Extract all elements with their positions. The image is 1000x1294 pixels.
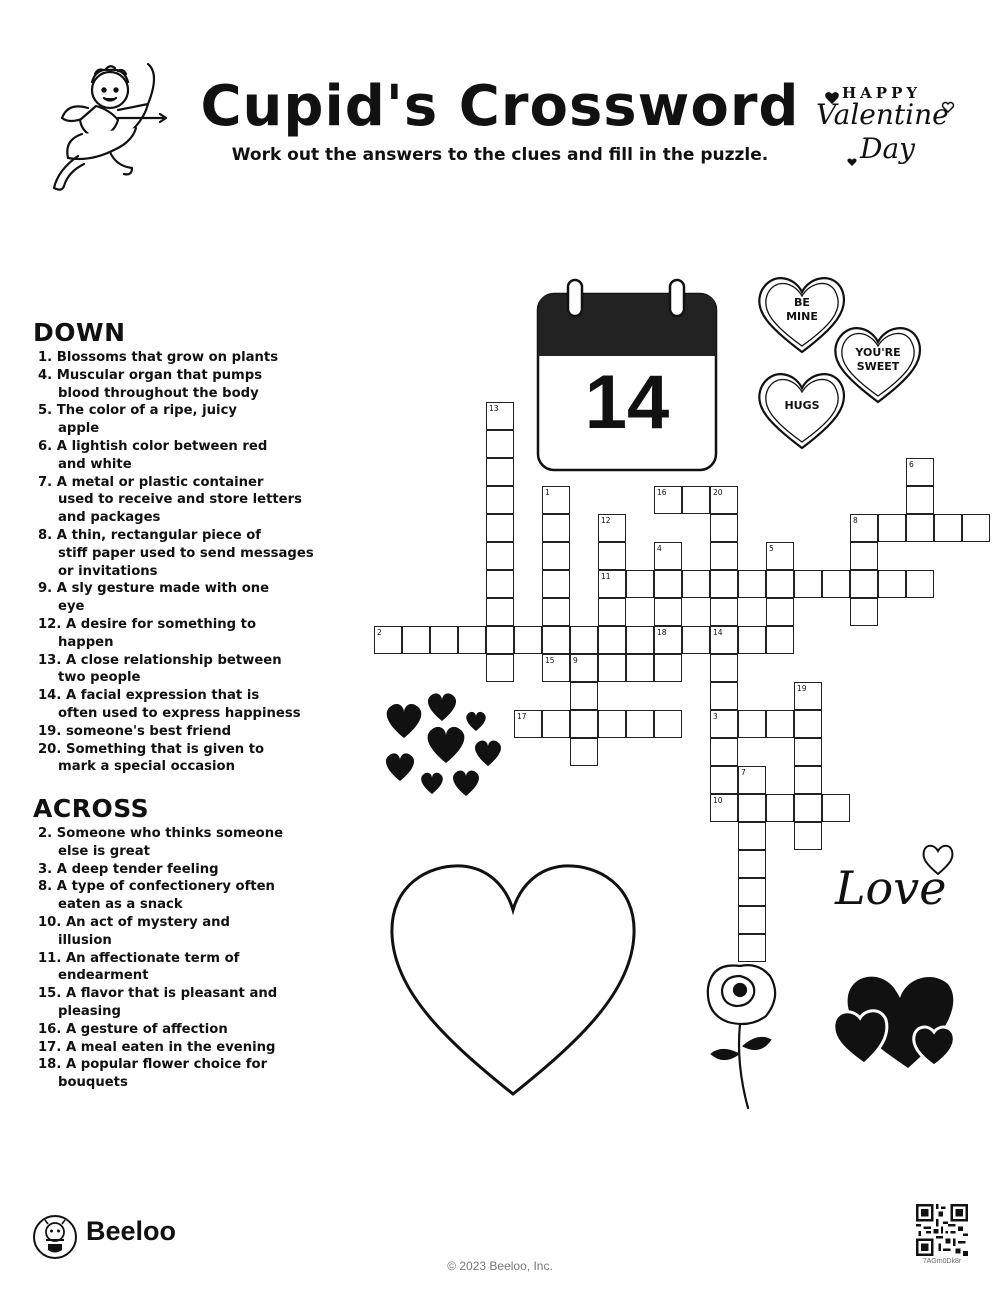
crossword-cell[interactable] [710, 794, 738, 822]
clue-number: 18 [657, 628, 667, 637]
crossword-cell[interactable] [570, 682, 598, 710]
clue-text: illusion [58, 932, 112, 948]
clue-number: 15 [545, 656, 555, 665]
clue-item [38, 1021, 338, 1039]
page-subtitle: Work out the answers to the clues and fill in the puzzle. [231, 145, 769, 165]
clue-text: blood throughout the body [58, 385, 259, 401]
crossword-cell[interactable] [794, 570, 822, 598]
crossword-cell[interactable] [374, 626, 402, 654]
crossword-cell[interactable] [710, 514, 738, 542]
clue-item [38, 616, 338, 652]
clue-item [38, 402, 338, 438]
crossword-cell[interactable] [486, 570, 514, 598]
clue-number: 14 [713, 628, 723, 637]
crossword-cell[interactable] [486, 626, 514, 654]
crossword-cell[interactable] [794, 766, 822, 794]
crossword-cell[interactable] [738, 710, 766, 738]
clue-text: 3. A deep tender feeling [38, 861, 219, 877]
crossword-cell[interactable] [654, 598, 682, 626]
badge-happy: HAPPY [842, 84, 922, 102]
crossword-cell[interactable] [486, 654, 514, 682]
crossword-cell[interactable] [794, 738, 822, 766]
crossword-cell[interactable] [850, 570, 878, 598]
clue-text: 10. An act of mystery and [38, 914, 230, 930]
brand-name: Beeloo [86, 1216, 177, 1246]
crossword-cell[interactable] [402, 626, 430, 654]
crossword-cell[interactable] [738, 626, 766, 654]
crossword-cell[interactable] [486, 458, 514, 486]
clue-item [38, 527, 338, 580]
clue-text: happen [58, 634, 114, 650]
crossword-cell[interactable] [766, 542, 794, 570]
crossword-cell[interactable] [542, 542, 570, 570]
crossword-cell[interactable] [570, 654, 598, 682]
clue-item [38, 723, 338, 741]
crossword-cell[interactable] [794, 682, 822, 710]
clue-item [38, 349, 338, 367]
crossword-cell[interactable] [794, 794, 822, 822]
clue-number: 16 [657, 488, 667, 497]
crossword-cell[interactable] [542, 570, 570, 598]
clue-text: 18. A popular flower choice for [38, 1057, 268, 1073]
crossword-cell[interactable] [458, 626, 486, 654]
double-heart-icon [830, 972, 960, 1072]
crossword-cell[interactable] [710, 710, 738, 738]
clue-text: often used to express happiness [58, 705, 301, 721]
crossword-cell[interactable] [570, 710, 598, 738]
crossword-cell[interactable] [654, 710, 682, 738]
page-title: Cupid's Crossword [200, 74, 800, 139]
crossword-cell[interactable] [486, 514, 514, 542]
crossword-cell[interactable] [962, 514, 990, 542]
crossword-cell[interactable] [766, 710, 794, 738]
clue-text: eaten as a snack [58, 897, 183, 913]
clue-item [38, 580, 338, 616]
clue-item [38, 1039, 338, 1057]
crossword-cell[interactable] [598, 626, 626, 654]
crossword-cell[interactable] [654, 654, 682, 682]
crossword-cell[interactable] [906, 458, 934, 486]
crossword-cell[interactable] [906, 486, 934, 514]
clue-number: 3 [713, 712, 718, 721]
clue-text: or invitations [58, 563, 158, 579]
clue-number: 1 [545, 488, 550, 497]
crossword-cell[interactable] [710, 486, 738, 514]
crossword-cell[interactable] [738, 906, 766, 934]
crossword-cell[interactable] [766, 794, 794, 822]
crossword-cell[interactable] [906, 570, 934, 598]
crossword-cell[interactable] [738, 850, 766, 878]
crossword-cell[interactable] [850, 514, 878, 542]
clue-item [38, 367, 338, 403]
down-clues [38, 349, 338, 776]
crossword-cell[interactable] [710, 570, 738, 598]
crossword-cell[interactable] [486, 402, 514, 430]
clue-item [38, 878, 338, 914]
clue-text: 15. A flavor that is pleasant and [38, 986, 278, 1002]
clue-item [38, 825, 338, 861]
across-clues [38, 825, 338, 1092]
clue-number: 13 [489, 404, 499, 413]
crossword-cell[interactable] [542, 626, 570, 654]
clue-text: used to receive and store letters [58, 492, 302, 508]
clue-text: pleasing [58, 1003, 122, 1019]
crossword-cell[interactable] [766, 626, 794, 654]
clue-number: 7 [741, 768, 746, 777]
crossword-cell[interactable] [654, 626, 682, 654]
clue-text: 14. A facial expression that is [38, 688, 260, 704]
clue-text: 9. A sly gesture made with one [38, 581, 270, 597]
crossword-cell[interactable] [654, 570, 682, 598]
clue-text: two people [58, 670, 141, 686]
clue-text: and white [58, 456, 132, 472]
clue-text: 12. A desire for something to [38, 616, 257, 632]
crossword-cell[interactable] [822, 794, 850, 822]
across-heading: ACROSS [33, 794, 150, 823]
crossword-cell[interactable] [738, 822, 766, 850]
clue-item [38, 1056, 338, 1092]
crossword-cell[interactable] [486, 430, 514, 458]
clue-number: 5 [769, 544, 774, 553]
clue-item [38, 985, 338, 1021]
cupid-icon [48, 60, 173, 200]
clue-item [38, 687, 338, 723]
crossword-cell[interactable] [598, 570, 626, 598]
crossword-cell[interactable] [794, 710, 822, 738]
crossword-cell[interactable] [598, 598, 626, 626]
clue-text: 6. A lightish color between red [38, 438, 268, 454]
clue-number: 17 [517, 712, 527, 721]
candy-heart-be-mine: BE MINE [786, 296, 818, 323]
clue-item [38, 741, 338, 777]
down-heading: DOWN [33, 318, 126, 347]
clue-number: 9 [573, 656, 578, 665]
crossword-cell[interactable] [766, 570, 794, 598]
crossword-cell[interactable] [878, 514, 906, 542]
clue-text: bouquets [58, 1075, 128, 1091]
crossword-cell[interactable] [626, 654, 654, 682]
clue-item [38, 861, 338, 879]
clue-text: 4. Muscular organ that pumps [38, 367, 263, 383]
heart-outline-icon [388, 862, 638, 1100]
crossword-cell[interactable] [486, 542, 514, 570]
crossword-cell[interactable] [710, 542, 738, 570]
crossword-cell[interactable] [766, 598, 794, 626]
badge-day: Day [860, 132, 915, 165]
clue-item [38, 652, 338, 688]
crossword-cell[interactable] [486, 486, 514, 514]
crossword-cell[interactable] [598, 710, 626, 738]
qr-code-icon [916, 1204, 968, 1256]
rose-icon [700, 958, 780, 1113]
crossword-cell[interactable] [710, 738, 738, 766]
hearts-cluster-icon [380, 688, 510, 808]
clue-text: 19. someone's best friend [38, 723, 232, 739]
badge-valentine: Valentine [816, 98, 949, 131]
clue-text: endearment [58, 968, 149, 984]
clue-text: else is great [58, 843, 150, 859]
crossword-cell[interactable] [738, 878, 766, 906]
crossword-cell[interactable] [626, 710, 654, 738]
clue-text: 11. An affectionate term of [38, 950, 240, 966]
candy-heart-youre-sweet: YOU'RE SWEET [855, 346, 901, 373]
clue-text: 13. A close relationship between [38, 652, 282, 668]
crossword-cell[interactable] [738, 570, 766, 598]
clue-text: eye [58, 599, 85, 615]
clue-text: 16. A gesture of affection [38, 1021, 228, 1037]
clue-number: 10 [713, 796, 723, 805]
crossword-cell[interactable] [542, 514, 570, 542]
clue-text: 7. A metal or plastic container [38, 474, 264, 490]
bee-logo-icon [32, 1214, 78, 1260]
clue-number: 19 [797, 684, 807, 693]
crossword-cell[interactable] [542, 486, 570, 514]
crossword-cell[interactable] [878, 570, 906, 598]
clue-number: 11 [601, 572, 611, 581]
crossword-cell[interactable] [514, 710, 542, 738]
crossword-cell[interactable] [794, 822, 822, 850]
crossword-cell[interactable] [598, 514, 626, 542]
clue-number: 6 [909, 460, 914, 469]
clue-text: 20. Something that is given to [38, 741, 265, 757]
clue-text: 8. A thin, rectangular piece of [38, 527, 262, 543]
crossword-cell[interactable] [430, 626, 458, 654]
crossword-cell[interactable] [738, 934, 766, 962]
clue-number: 12 [601, 516, 611, 525]
crossword-cell[interactable] [710, 598, 738, 626]
clue-number: 4 [657, 544, 662, 553]
candy-heart-hugs: HUGS [784, 399, 820, 412]
copyright-text: © 2023 Beeloo, Inc. [447, 1259, 553, 1273]
crossword-cell[interactable] [934, 514, 962, 542]
clue-text: 2. Someone who thinks someone [38, 826, 284, 841]
clue-item [38, 950, 338, 986]
clue-text: stiff paper used to send messages [58, 545, 314, 561]
qr-code-label: 7AGm0Dk8r [922, 1258, 962, 1265]
clue-text: 5. The color of a ripe, juicy [38, 403, 237, 419]
crossword-cell[interactable] [598, 654, 626, 682]
crossword-cell[interactable] [822, 570, 850, 598]
crossword-cell[interactable] [682, 486, 710, 514]
clue-text: 1. Blossoms that grow on plants [38, 350, 279, 365]
crossword-cell[interactable] [654, 486, 682, 514]
calendar-day: 14 [584, 360, 670, 445]
clue-number: 20 [713, 488, 723, 497]
crossword-cell[interactable] [710, 626, 738, 654]
clue-text: 8. A type of confectionery often [38, 879, 275, 895]
crossword-cell[interactable] [682, 570, 710, 598]
crossword-cell[interactable] [570, 626, 598, 654]
crossword-cell[interactable] [850, 542, 878, 570]
crossword-cell[interactable] [682, 626, 710, 654]
clue-text: apple [58, 421, 100, 437]
crossword-cell[interactable] [542, 654, 570, 682]
clue-text: mark a special occasion [58, 759, 235, 775]
crossword-cell[interactable] [710, 766, 738, 794]
clue-text: and packages [58, 510, 161, 526]
clue-number: 8 [853, 516, 858, 525]
crossword-cell[interactable] [906, 514, 934, 542]
crossword-cell[interactable] [710, 654, 738, 682]
crossword-cell[interactable] [738, 766, 766, 794]
love-script: Love [835, 861, 947, 915]
crossword-cell[interactable] [626, 626, 654, 654]
crossword-cell[interactable] [850, 598, 878, 626]
crossword-cell[interactable] [542, 598, 570, 626]
clue-item [38, 474, 338, 527]
clue-item [38, 914, 338, 950]
crossword-cell[interactable] [626, 570, 654, 598]
clue-text: 17. A meal eaten in the evening [38, 1039, 276, 1055]
clue-item [38, 438, 338, 474]
crossword-cell[interactable] [598, 542, 626, 570]
crossword-cell[interactable] [514, 626, 542, 654]
crossword-cell[interactable] [570, 738, 598, 766]
crossword-cell[interactable] [654, 542, 682, 570]
crossword-cell[interactable] [738, 794, 766, 822]
crossword-cell[interactable] [486, 598, 514, 626]
heart-icon [920, 842, 956, 876]
crossword-cell[interactable] [710, 682, 738, 710]
clue-number: 2 [377, 628, 382, 637]
crossword-cell[interactable] [542, 710, 570, 738]
